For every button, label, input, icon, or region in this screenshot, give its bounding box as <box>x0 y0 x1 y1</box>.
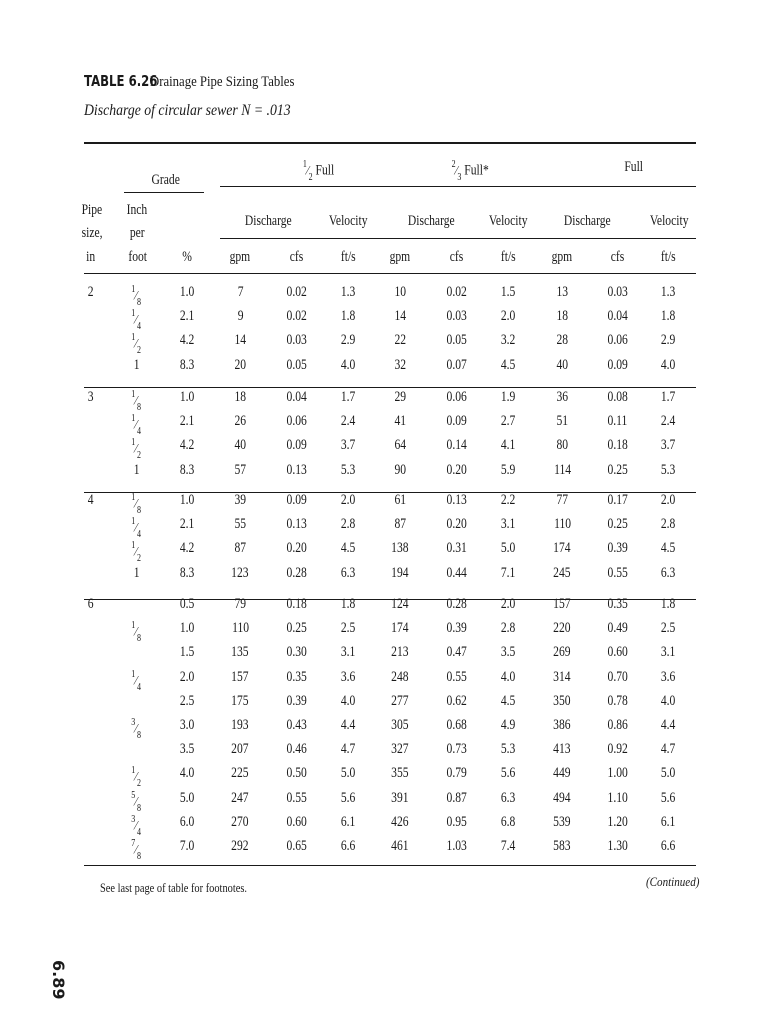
table-cell: 138 <box>391 540 409 557</box>
discharge-header-4: Discharge <box>563 213 611 229</box>
table-cell: 5.3 <box>340 461 356 478</box>
table-cell: 539 <box>553 813 571 830</box>
table-cell: 0.60 <box>286 813 307 830</box>
table-cell: 123 <box>231 564 249 581</box>
inch-per-foot: $^7⁄_8$ <box>131 838 141 862</box>
table-top-rule <box>84 142 696 144</box>
discharge-header-2: Discharge <box>407 213 455 229</box>
table-cell: 0.02 <box>286 308 307 325</box>
table-cell: 0.09 <box>286 492 307 508</box>
table-cell: 0.06 <box>607 332 628 349</box>
unit-header-5: ft/s <box>500 249 516 265</box>
table-cell: 6.3 <box>500 789 516 806</box>
unit-header-4: cfs <box>449 249 463 265</box>
table-number: TABLE 6.26 <box>84 72 158 90</box>
table-cell: 4.0 <box>340 692 356 709</box>
grade-percent: 4.2 <box>179 540 195 557</box>
table-cell: 0.06 <box>446 389 467 405</box>
discharge-header-0: Discharge <box>244 213 292 229</box>
table-cell: 0.65 <box>286 838 307 854</box>
table-cell: 0.28 <box>446 596 467 612</box>
grade-underline <box>124 192 204 193</box>
table-cell: 1.8 <box>660 308 676 325</box>
table-cell: 0.11 <box>606 413 627 430</box>
table-cell: 1.10 <box>607 789 628 806</box>
table-cell: 0.03 <box>446 308 467 325</box>
table-cell: 6.3 <box>340 564 356 581</box>
table-cell: 350 <box>553 692 571 709</box>
table-cell: 494 <box>553 789 571 806</box>
table-cell: 0.05 <box>286 356 307 373</box>
table-cell: 2.7 <box>500 413 516 430</box>
table-cell: 1.20 <box>607 813 628 830</box>
table-cell: 4.0 <box>660 692 676 709</box>
grade-percent: 4.0 <box>179 765 195 782</box>
table-cell: 0.95 <box>446 813 467 830</box>
table-cell: 3.1 <box>660 644 676 661</box>
page-number: 6.89 <box>49 960 68 1000</box>
inch-per-foot: 1 <box>133 356 140 373</box>
table-cell: 461 <box>391 838 409 854</box>
table-cell: 0.09 <box>607 356 628 373</box>
table-cell: 5.3 <box>500 741 516 758</box>
table-cell: 220 <box>553 620 571 637</box>
pipe-size-header-2: size, <box>81 225 103 241</box>
table-cell: 0.50 <box>286 765 307 782</box>
table-cell: 4.0 <box>500 668 516 685</box>
table-cell: 2.2 <box>500 492 516 508</box>
table-cell: 270 <box>231 813 249 830</box>
grade-percent: 1.5 <box>179 644 195 661</box>
grade-percent: 8.3 <box>179 564 195 581</box>
table-cell: 193 <box>231 717 249 733</box>
table-cell: 4.5 <box>340 540 356 557</box>
group-separator-0 <box>84 387 696 388</box>
table-cell: 5.6 <box>500 765 516 782</box>
table-cell: 0.17 <box>607 492 628 508</box>
table-cell: 0.25 <box>286 620 307 637</box>
table-cell: 0.08 <box>607 389 628 405</box>
table-cell: 10 <box>393 284 406 300</box>
table-cell: 0.43 <box>286 717 307 733</box>
table-cell: 355 <box>391 765 409 782</box>
table-cell: 20 <box>233 356 246 373</box>
table-cell: 4.0 <box>660 356 676 373</box>
table-cell: 194 <box>391 564 409 581</box>
table-cell: 3.1 <box>500 516 516 533</box>
table-cell: 14 <box>393 308 406 325</box>
table-cell: 0.25 <box>607 516 628 533</box>
table-cell: 413 <box>553 741 571 758</box>
grade-header: Grade <box>151 172 180 188</box>
table-cell: 2.0 <box>500 308 516 325</box>
inch-per-foot: $^1⁄_4$ <box>131 308 141 333</box>
table-cell: 18 <box>233 389 246 405</box>
grade-percent: 8.3 <box>179 461 195 478</box>
table-cell: 0.28 <box>286 564 307 581</box>
table-cell: 6.1 <box>660 813 676 830</box>
table-cell: 3.1 <box>340 644 356 661</box>
table-cell: 0.04 <box>607 308 628 325</box>
grade-percent: 1.0 <box>179 620 195 637</box>
table-cell: 61 <box>393 492 406 508</box>
unit-header-2: ft/s <box>340 249 356 265</box>
table-cell: 0.13 <box>286 516 307 533</box>
table-cell: 1.3 <box>660 284 676 300</box>
inch-per-foot: $^3⁄_8$ <box>131 717 141 741</box>
continued-note: (Continued) <box>646 874 700 889</box>
table-cell: 40 <box>233 437 246 454</box>
grade-percent: 2.1 <box>179 308 195 325</box>
inch-per-foot: 1 <box>133 564 140 581</box>
table-cell: 213 <box>391 644 409 661</box>
table-cell: 0.39 <box>607 540 628 557</box>
table-cell: 9 <box>237 308 244 325</box>
table-cell: 1.00 <box>607 765 628 782</box>
table-cell: 2.0 <box>340 492 356 508</box>
table-cell: 2.0 <box>660 492 676 508</box>
table-cell: 0.35 <box>286 668 307 685</box>
table-cell: 0.49 <box>607 620 628 637</box>
grade-percent: 1.0 <box>179 389 195 405</box>
table-cell: 1.9 <box>500 389 516 405</box>
inch-per-foot: $^1⁄_4$ <box>131 668 141 693</box>
pipe-size-6: 6 <box>87 596 94 612</box>
table-cell: 0.07 <box>446 356 467 373</box>
inch-per-foot: $^1⁄_8$ <box>131 284 141 308</box>
table-cell: 2.9 <box>340 332 356 349</box>
inch-per-foot: $^3⁄_4$ <box>131 813 141 838</box>
footnote: See last page of table for footnotes. <box>100 880 247 895</box>
table-cell: 0.55 <box>446 668 467 685</box>
table-cell: 0.55 <box>286 789 307 806</box>
pipe-size-header-3: in <box>85 249 95 265</box>
inch-per-foot: $^1⁄_2$ <box>131 540 141 565</box>
table-cell: 0.60 <box>607 644 628 661</box>
table-cell: 55 <box>233 516 246 533</box>
table-cell: 0.44 <box>446 564 467 581</box>
table-cell: 1.3 <box>340 284 356 300</box>
grade-percent: 2.5 <box>179 692 195 709</box>
table-cell: 2.4 <box>340 413 356 430</box>
table-cell: 41 <box>393 413 406 430</box>
table-cell: 1.30 <box>607 838 628 854</box>
table-cell: 0.35 <box>607 596 628 612</box>
table-cell: 2.5 <box>340 620 356 637</box>
grade-percent: 1.0 <box>179 492 195 508</box>
table-cell: 0.73 <box>446 741 467 758</box>
grade-percent: 3.5 <box>179 741 195 758</box>
table-cell: 0.09 <box>446 413 467 430</box>
grade-percent: 4.2 <box>179 332 195 349</box>
table-cell: 1.5 <box>500 284 516 300</box>
table-cell: 0.18 <box>286 596 307 612</box>
table-cell: 0.20 <box>446 516 467 533</box>
table-cell: 305 <box>391 717 409 733</box>
grade-percent: 6.0 <box>179 813 195 830</box>
velocity-header-3: Velocity <box>488 213 528 229</box>
table-cell: 4.4 <box>660 717 676 733</box>
table-cell: 0.68 <box>446 717 467 733</box>
table-cell: 28 <box>555 332 568 349</box>
table-cell: 114 <box>553 461 571 478</box>
velocity-header-1: Velocity <box>328 213 368 229</box>
inch-header-3: foot <box>127 249 147 265</box>
table-cell: 0.09 <box>286 437 307 454</box>
table-cell: 174 <box>553 540 571 557</box>
grade-percent: 8.3 <box>179 356 195 373</box>
table-cell: 7.1 <box>500 564 516 581</box>
inch-per-foot: $^1⁄_8$ <box>131 492 141 516</box>
table-cell: 157 <box>553 596 571 612</box>
table-cell: 0.05 <box>446 332 467 349</box>
table-cell: 0.30 <box>286 644 307 661</box>
table-cell: 64 <box>393 437 406 454</box>
table-cell: 124 <box>391 596 409 612</box>
inch-per-foot: $^5⁄_8$ <box>131 789 141 814</box>
table-cell: 14 <box>233 332 246 349</box>
table-cell: 0.18 <box>607 437 628 454</box>
table-cell: 135 <box>231 644 249 661</box>
table-cell: 77 <box>555 492 568 508</box>
table-cell: 174 <box>391 620 409 637</box>
table-cell: 39 <box>233 492 246 508</box>
table-cell: 0.78 <box>607 692 628 709</box>
table-cell: 87 <box>233 540 246 557</box>
grade-percent: 3.0 <box>179 717 195 733</box>
table-cell: 157 <box>231 668 249 685</box>
grade-percent: 7.0 <box>179 838 195 854</box>
table-cell: 327 <box>391 741 409 758</box>
table-cell: 4.7 <box>340 741 356 758</box>
table-cell: 2.8 <box>500 620 516 637</box>
table-cell: 2.4 <box>660 413 676 430</box>
table-cell: 449 <box>553 765 571 782</box>
table-cell: 110 <box>553 516 571 533</box>
table-cell: 207 <box>231 741 249 758</box>
table-cell: 4.5 <box>660 540 676 557</box>
table-cell: 0.79 <box>446 765 467 782</box>
table-cell: 6.8 <box>500 813 516 830</box>
table-cell: 0.20 <box>286 540 307 557</box>
table-cell: 7 <box>237 284 244 300</box>
table-cell: 40 <box>555 356 568 373</box>
table-cell: 2.9 <box>660 332 676 349</box>
table-cell: 269 <box>553 644 571 661</box>
table-cell: 4.1 <box>500 437 516 454</box>
table-cell: 36 <box>555 389 568 405</box>
table-cell: 248 <box>391 668 409 685</box>
table-bottom-rule <box>84 865 696 866</box>
table-cell: 0.25 <box>607 461 628 478</box>
grade-percent: 2.1 <box>179 516 195 533</box>
unit-header-3: gpm <box>389 249 411 265</box>
table-cell: 1.8 <box>340 596 356 612</box>
table-cell: 0.03 <box>286 332 307 349</box>
table-cell: 22 <box>393 332 406 349</box>
table-cell: 1.7 <box>660 389 676 405</box>
table-cell: 0.86 <box>607 717 628 733</box>
table-cell: 5.0 <box>500 540 516 557</box>
groups-underline <box>220 186 696 187</box>
grade-percent: 5.0 <box>179 789 195 806</box>
table-cell: 87 <box>393 516 406 533</box>
table-cell: 225 <box>231 765 249 782</box>
grade-percent: 4.2 <box>179 437 195 454</box>
table-cell: 0.92 <box>607 741 628 758</box>
table-cell: 5.0 <box>660 765 676 782</box>
pipe-size-2: 2 <box>87 284 94 300</box>
table-cell: 391 <box>391 789 409 806</box>
table-cell: 0.02 <box>446 284 467 300</box>
table-cell: 292 <box>231 838 249 854</box>
table-cell: 0.06 <box>286 413 307 430</box>
table-cell: 0.39 <box>446 620 467 637</box>
table-cell: 1.03 <box>446 838 467 854</box>
table-cell: 0.87 <box>446 789 467 806</box>
table-cell: 4.4 <box>340 717 356 733</box>
table-cell: 6.1 <box>340 813 356 830</box>
table-cell: 0.03 <box>607 284 628 300</box>
table-cell: 13 <box>555 284 568 300</box>
table-cell: 79 <box>233 596 246 612</box>
inch-per-foot: 1 <box>133 461 140 478</box>
table-cell: 0.14 <box>446 437 467 454</box>
table-cell: 3.6 <box>660 668 676 685</box>
table-cell: 6.6 <box>660 838 676 854</box>
table-cell: 0.39 <box>286 692 307 709</box>
table-cell: 175 <box>231 692 249 709</box>
table-cell: 18 <box>555 308 568 325</box>
group-header-0: $^1⁄_2$ Full <box>302 159 334 183</box>
table-cell: 90 <box>393 461 406 478</box>
group-header-1: $^2⁄_3$ Full* <box>451 159 489 183</box>
table-cell: 314 <box>553 668 571 685</box>
table-cell: 247 <box>231 789 249 806</box>
table-cell: 0.13 <box>286 461 307 478</box>
table-cell: 0.20 <box>446 461 467 478</box>
table-cell: 2.8 <box>660 516 676 533</box>
table-cell: 6.6 <box>340 838 356 854</box>
table-cell: 2.5 <box>660 620 676 637</box>
inch-per-foot: $^1⁄_2$ <box>131 332 141 357</box>
table-subtitle: Discharge of circular sewer N = .013 <box>84 102 291 119</box>
table-cell: 277 <box>391 692 409 709</box>
table-cell: 583 <box>553 838 571 854</box>
table-cell: 0.02 <box>286 284 307 300</box>
table-cell: 386 <box>553 717 571 733</box>
table-cell: 5.6 <box>340 789 356 806</box>
unit-header-0: gpm <box>229 249 251 265</box>
table-cell: 0.70 <box>607 668 628 685</box>
table-cell: 0.04 <box>286 389 307 405</box>
table-cell: 245 <box>553 564 571 581</box>
table-cell: 1.8 <box>340 308 356 325</box>
header-bottom-rule <box>84 273 696 274</box>
inch-per-foot: $^1⁄_2$ <box>131 437 141 462</box>
table-title: Drainage Pipe Sizing Tables <box>150 74 295 90</box>
table-cell: 3.2 <box>500 332 516 349</box>
group-header-2: Full <box>623 159 643 175</box>
table-cell: 1.8 <box>660 596 676 612</box>
grade-percent: 0.5 <box>179 596 195 612</box>
table-cell: 57 <box>233 461 246 478</box>
table-cell: 0.62 <box>446 692 467 709</box>
unit-header-6: gpm <box>551 249 573 265</box>
unit-header-1: cfs <box>289 249 303 265</box>
table-cell: 5.9 <box>500 461 516 478</box>
inch-per-foot: $^1⁄_4$ <box>131 413 141 438</box>
unit-header-8: ft/s <box>660 249 676 265</box>
table-cell: 5.6 <box>660 789 676 806</box>
table-cell: 6.3 <box>660 564 676 581</box>
group-separator-1 <box>84 492 696 493</box>
table-cell: 26 <box>233 413 246 430</box>
inch-per-foot: $^1⁄_2$ <box>131 765 141 790</box>
table-cell: 3.6 <box>340 668 356 685</box>
inch-header-2: per <box>129 225 145 241</box>
table-cell: 0.13 <box>446 492 467 508</box>
table-cell: 3.5 <box>500 644 516 661</box>
table-cell: 32 <box>393 356 406 373</box>
table-cell: 0.31 <box>446 540 467 557</box>
pipe-size-header-1: Pipe <box>81 202 103 218</box>
percent-header: % <box>182 249 192 265</box>
table-cell: 2.8 <box>340 516 356 533</box>
grade-percent: 1.0 <box>179 284 195 300</box>
table-cell: 51 <box>555 413 568 430</box>
table-cell: 4.0 <box>340 356 356 373</box>
velocity-header-5: Velocity <box>649 213 689 229</box>
table-cell: 3.7 <box>660 437 676 454</box>
grade-percent: 2.0 <box>179 668 195 685</box>
table-cell: 5.3 <box>660 461 676 478</box>
group-separator-2 <box>84 599 696 600</box>
table-cell: 5.0 <box>340 765 356 782</box>
inch-per-foot: $^1⁄_8$ <box>131 389 141 413</box>
table-cell: 29 <box>393 389 406 405</box>
table-cell: 1.7 <box>340 389 356 405</box>
table-cell: 426 <box>391 813 409 830</box>
table-cell: 3.7 <box>340 437 356 454</box>
subheader-underline <box>220 238 696 239</box>
inch-per-foot: $^1⁄_8$ <box>131 620 141 645</box>
table-cell: 0.47 <box>446 644 467 661</box>
table-cell: 0.55 <box>607 564 628 581</box>
table-cell: 4.5 <box>500 692 516 709</box>
inch-header-1: Inch <box>126 202 148 218</box>
inch-per-foot: $^1⁄_4$ <box>131 516 141 541</box>
unit-header-7: cfs <box>610 249 624 265</box>
grade-percent: 2.1 <box>179 413 195 430</box>
table-caption <box>84 72 320 91</box>
pipe-size-3: 3 <box>87 389 94 405</box>
table-cell: 0.46 <box>286 741 307 758</box>
table-cell: 4.9 <box>500 717 516 733</box>
table-cell: 80 <box>555 437 568 454</box>
table-cell: 4.5 <box>500 356 516 373</box>
pipe-size-4: 4 <box>87 492 94 508</box>
table-cell: 7.4 <box>500 838 516 854</box>
table-cell: 4.7 <box>660 741 676 758</box>
table-cell: 110 <box>231 620 249 637</box>
table-cell: 2.0 <box>500 596 516 612</box>
